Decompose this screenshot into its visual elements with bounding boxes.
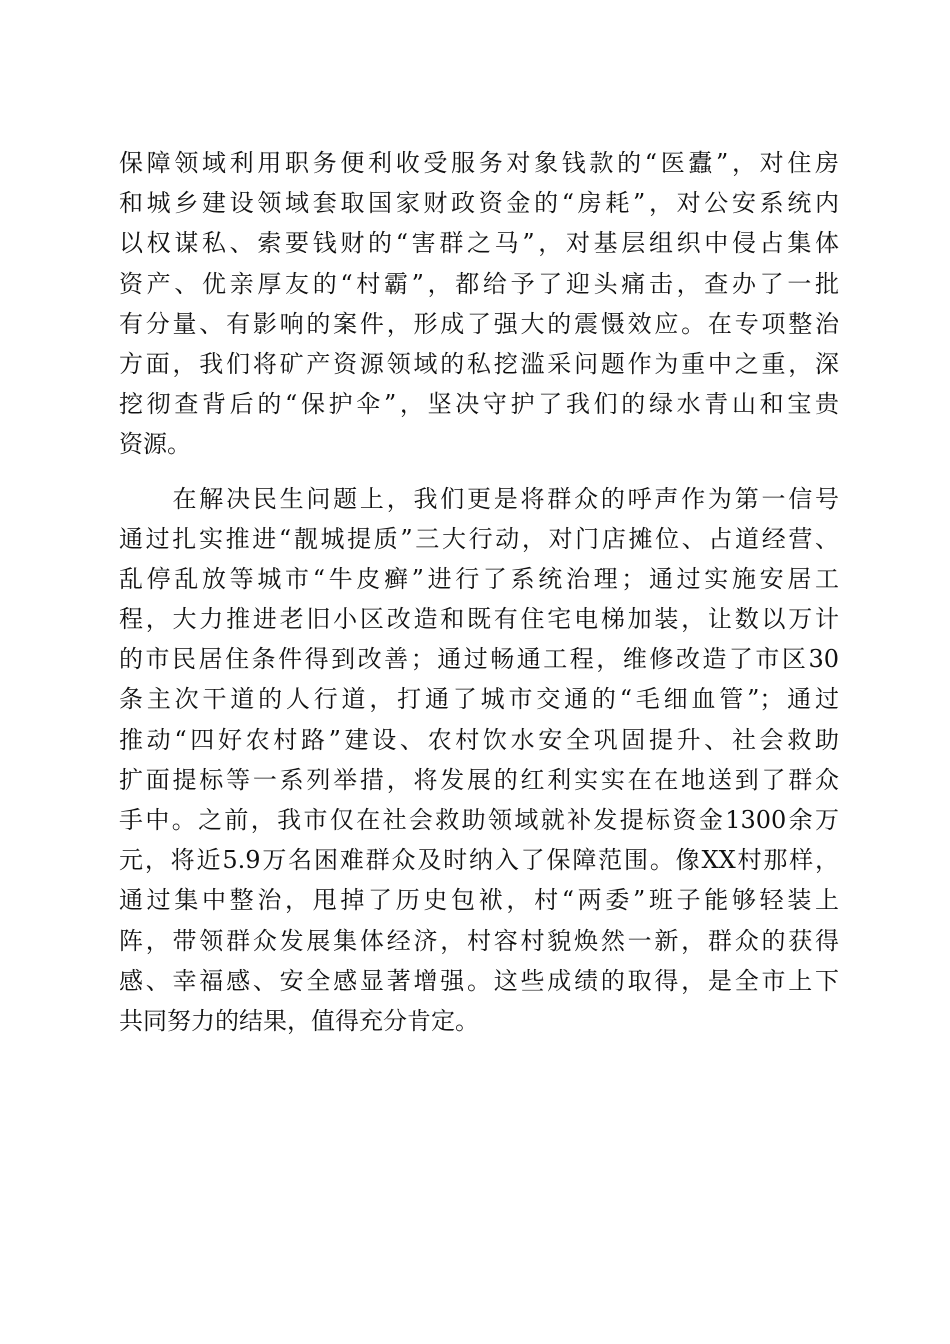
- paragraph-spacer: [119, 465, 839, 479]
- text-line: 资产、优亲厚友的“村霸”，都给予了迎头痛击，查办了一批: [119, 269, 839, 298]
- paragraph-1: [119, 143, 839, 465]
- text-line: 在解决民生问题上，我们更是将群众的呼声作为第一信号: [119, 484, 839, 513]
- text-line: 的市民居住条件得到改善；通过畅通工程，维修改造了市区30: [119, 645, 839, 674]
- paragraph-2: [119, 479, 839, 1042]
- text-line: 挖彻查背后的“保护伞”，坚决守护了我们的绿水青山和宝贵: [119, 390, 839, 419]
- text-line: 程，大力推进老旧小区改造和既有住宅电梯加装，让数以万计: [119, 605, 839, 634]
- text-line: 通过集中整治，甩掉了历史包袱，村“两委”班子能够轻装上: [119, 886, 839, 915]
- text-line: 阵，带领群众发展集体经济，村容村貌焕然一新，群众的获得: [119, 926, 839, 955]
- text-line: 以权谋私、索要钱财的“害群之马”，对基层组织中侵占集体: [119, 229, 839, 258]
- text-line: 通过扎实推进“靓城提质”三大行动，对门店摊位、占道经营、: [119, 524, 839, 553]
- text-line: 推动“四好农村路”建设、农村饮水安全巩固提升、社会救助: [119, 725, 839, 754]
- text-line: 方面，我们将矿产资源领域的私挖滥采问题作为重中之重，深: [119, 349, 839, 378]
- text-line: 保障领域利用职务便利收受服务对象钱款的“医蠹”，对住房: [119, 149, 839, 177]
- text-line: 乱停乱放等城市“牛皮癣”进行了系统治理；通过实施安居工: [119, 564, 839, 593]
- text-line: 共同努力的结果，值得充分肯定。: [119, 1006, 479, 1035]
- text-line: 资源。: [119, 430, 191, 459]
- text-line: 手中。之前，我市仅在社会救助领域就补发提标资金1300余万: [119, 806, 839, 834]
- text-line: 条主次干道的人行道，打通了城市交通的“毛细血管”；通过: [119, 685, 839, 714]
- text-line: 和城乡建设领域套取国家财政资金的“房耗”，对公安系统内: [119, 189, 839, 218]
- text-line: 元，将近5.9万名困难群众及时纳入了保障范围。像XX村那样，: [119, 846, 839, 875]
- text-line: 扩面提标等一系列举措，将发展的红利实实在在地送到了群众: [119, 765, 839, 794]
- text-line: 有分量、有影响的案件，形成了强大的震慑效应。在专项整治: [119, 309, 839, 338]
- body-text: [119, 143, 839, 1041]
- text-line: 感、幸福感、安全感显著增强。这些成绩的取得，是全市上下: [119, 966, 839, 995]
